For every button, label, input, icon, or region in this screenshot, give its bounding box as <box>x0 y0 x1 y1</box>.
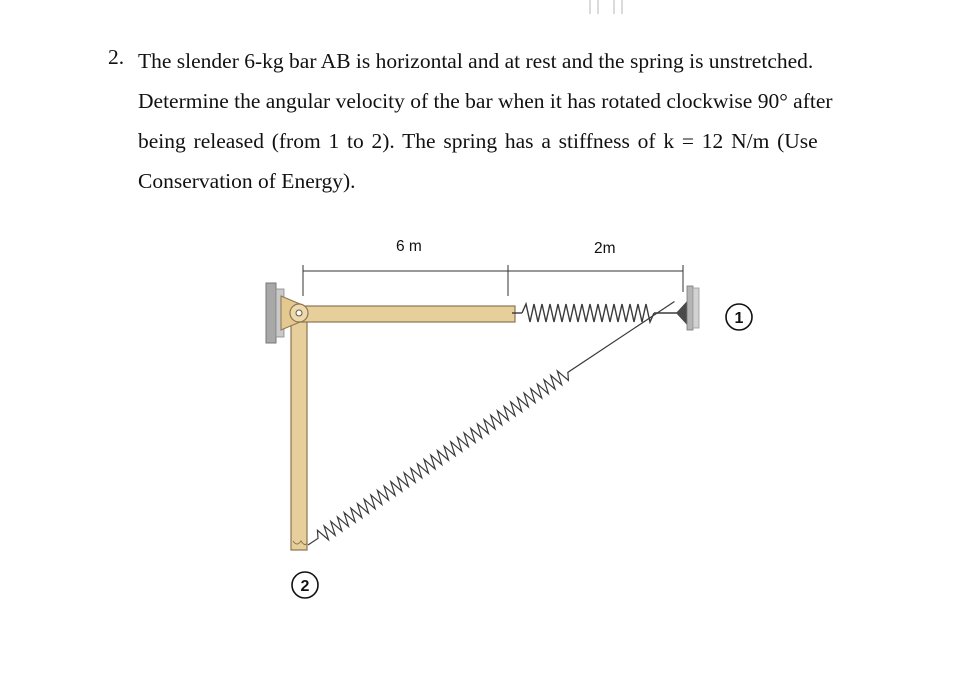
dim-label-bar-length: 6 m <box>396 238 422 255</box>
position-1-label: 1 <box>734 310 744 327</box>
problem-line-3: being released (from 1 to 2). The spring has a stiffness of k = 12 N/m (Use <box>138 129 818 153</box>
problem-number: 2. <box>108 45 125 69</box>
dimension-lines <box>303 265 683 296</box>
bar-position-1 <box>291 306 515 322</box>
problem-line-2: Determine the angular velocity of the bar when it has rotated clockwise 90° after <box>138 89 833 113</box>
position-2-label: 2 <box>300 578 310 595</box>
spring-position-2 <box>304 296 678 551</box>
dim-label-spring-length: 2m <box>594 240 616 257</box>
problem-line-4: Conservation of Energy). <box>138 169 356 193</box>
bar-position-2 <box>291 314 307 550</box>
position-2-marker <box>292 572 318 598</box>
problem-line-1: The slender 6-kg bar AB is horizontal and at rest and the spring is unstretched. <box>138 49 814 73</box>
position-1-marker <box>726 304 752 330</box>
right-wall-anchor <box>676 286 699 330</box>
